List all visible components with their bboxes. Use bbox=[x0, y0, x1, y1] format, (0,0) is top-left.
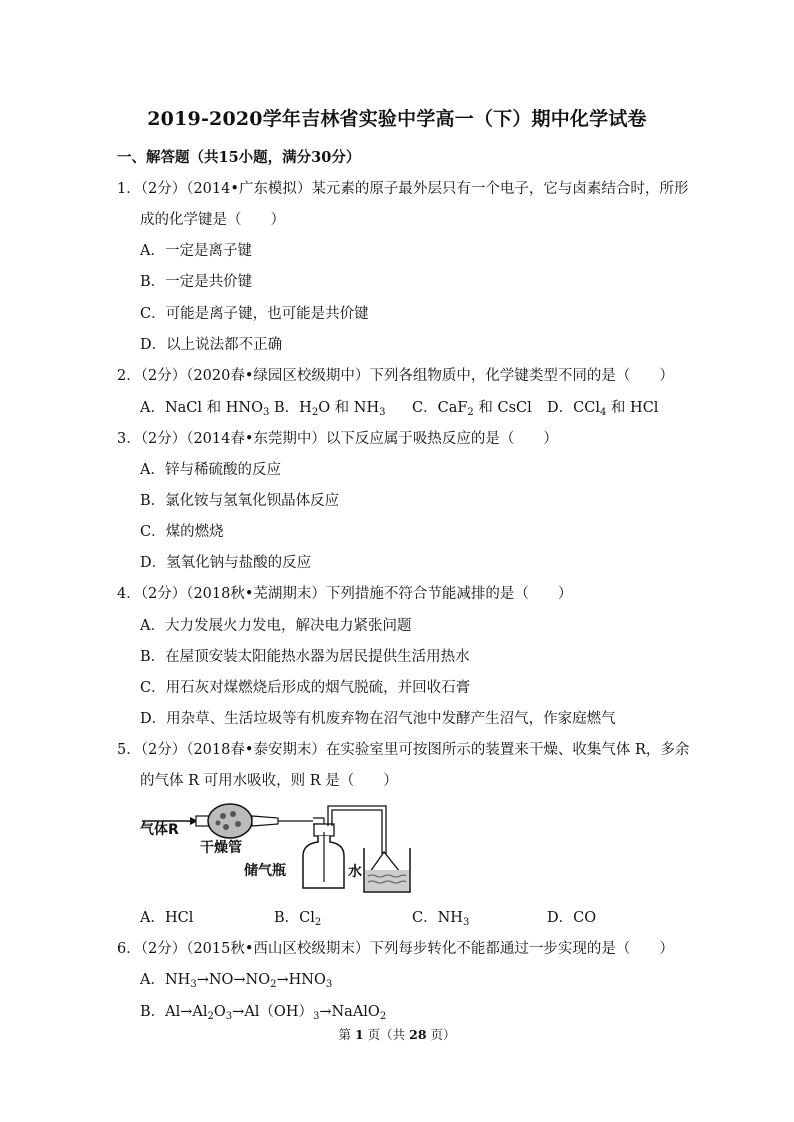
q4-option-a: A．大力发展火力发电，解决电力紧张问题 bbox=[140, 618, 412, 634]
q2-options bbox=[0, 396, 794, 416]
q6-stem: 6．（2分）（2015秋•西山区校级期末）下列每步转化不能都通过一步实现的是（ ） bbox=[117, 941, 674, 957]
q3-option-b: B．氯化铵与氢氧化钡晶体反应 bbox=[140, 493, 340, 509]
desiccant-granule bbox=[220, 813, 226, 819]
q1-option-b: B．一定是共价键 bbox=[140, 274, 253, 290]
page-title: 2019-2020学年吉林省实验中学高一（下）期中化学试卷 bbox=[147, 108, 647, 130]
q3-option-d: D．氢氧化钠与盐酸的反应 bbox=[140, 555, 312, 571]
drying-tube-neck bbox=[252, 816, 278, 826]
q4-option-c: C．用石灰对煤燃烧后形成的烟气脱硫，并回收石膏 bbox=[140, 680, 471, 696]
q5-apparatus-figure bbox=[138, 796, 428, 896]
q5-stem-line2: 的气体 R 可用水吸收，则 R 是（ ） bbox=[140, 773, 398, 789]
q1-option-c: C．可能是离子键，也可能是共价键 bbox=[140, 306, 369, 322]
q2-option-c: C．CaF$_2$ 和 CsCl bbox=[412, 400, 532, 418]
q6-option-b: B．$Al\to Al_2O_3\to Al(OH)_3\to NaAlO_2$ bbox=[140, 1004, 387, 1022]
q5-option-b: B．$Cl_2$ bbox=[274, 910, 322, 928]
q5-option-a: A．HCl bbox=[140, 910, 194, 926]
q3-option-c: C．煤的燃烧 bbox=[140, 524, 224, 540]
q5-option-c: C．$NH_3$ bbox=[412, 910, 470, 928]
desiccant-granule bbox=[235, 821, 241, 827]
water-label: 水 bbox=[348, 864, 362, 880]
q2-stem: 2．（2分）（2020春•绿园区校级期中）下列各组物质中，化学键类型不同的是（ ） bbox=[117, 368, 674, 384]
q6-option-a: A．$NH_3\to NO\to NO_2\to HNO_3$ bbox=[140, 972, 333, 990]
page-footer: 第 1 页（共 28 页） bbox=[338, 1027, 456, 1042]
desiccant-granule bbox=[230, 811, 236, 817]
q2-option-a: A．NaCl 和 $HNO_3$ bbox=[140, 400, 270, 418]
section-heading: 一、解答题（共15小题，满分30分） bbox=[117, 149, 361, 166]
inverted-funnel bbox=[370, 852, 400, 872]
q1-stem-line2: 成的化学键是（ ） bbox=[140, 212, 285, 228]
desiccant-granule bbox=[216, 821, 221, 826]
q1-stem-line1: 1．（2分）（2014•广东模拟）某元素的原子最外层只有一个电子，它与卤素结合时，所形 bbox=[117, 181, 689, 197]
q4-option-d: D．用杂草、生活垃圾等有机废弃物在沼气池中发酵产生沼气，作家庭燃气 bbox=[140, 711, 616, 727]
q4-option-b: B．在屋顶安装太阳能热水器为居民提供生活用热水 bbox=[140, 649, 470, 665]
drying-tube-bulb bbox=[208, 804, 252, 838]
q1-option-d: D．以上说法都不正确 bbox=[140, 337, 283, 353]
q2-option-d: D．CCl$_4$ 和 HCl bbox=[547, 400, 659, 418]
q4-stem: 4．（2分）（2018秋•芜湖期末）下列措施不符合节能减排的是（ ） bbox=[117, 586, 573, 602]
gas-r-label: 气体R bbox=[140, 822, 179, 838]
q1-option-a: A．一定是离子键 bbox=[140, 243, 252, 259]
q3-stem: 3．（2分）（2014春•东莞期中）以下反应属于吸热反应的是（ ） bbox=[117, 431, 558, 447]
q5-options bbox=[0, 906, 794, 926]
desiccant-granule bbox=[223, 824, 229, 830]
q5-stem-line1: 5．（2分）（2018春•泰安期末）在实验室里可按图所示的装置来干燥、收集气体 R，多余 bbox=[117, 742, 690, 758]
q5-option-d: D．CO bbox=[547, 910, 597, 926]
q3-option-a: A．锌与稀硫酸的反应 bbox=[140, 462, 281, 478]
drying-tube-label: 干燥管 bbox=[200, 840, 242, 856]
bottle-label: 储气瓶 bbox=[244, 863, 286, 879]
q2-option-b: B．$H_2O$ 和 $NH_3$ bbox=[274, 400, 386, 418]
water-in-beaker bbox=[365, 870, 409, 891]
